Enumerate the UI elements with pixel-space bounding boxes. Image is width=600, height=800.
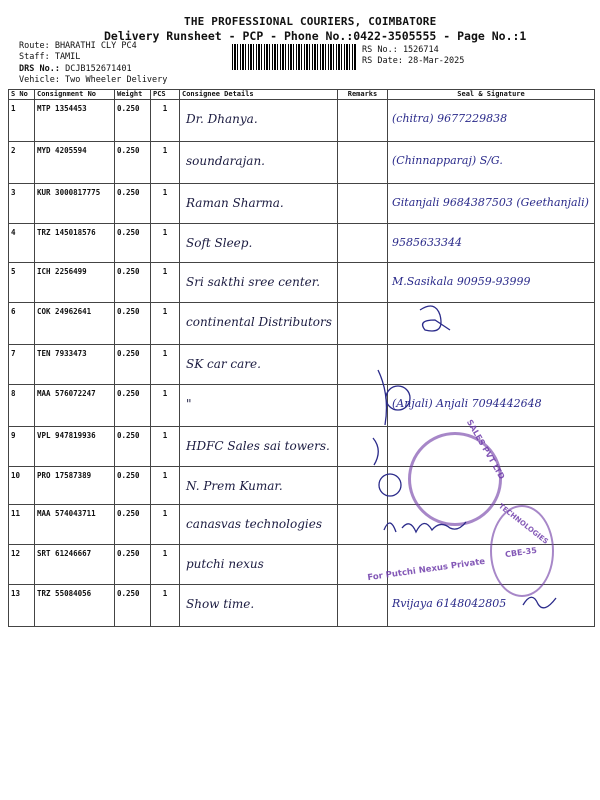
table-row bbox=[9, 345, 595, 385]
row-pcs: 1 bbox=[151, 224, 180, 263]
row-consignment: TEN 7933473 bbox=[35, 345, 115, 385]
table-row bbox=[9, 427, 595, 467]
consignee-handwriting: " bbox=[186, 397, 192, 411]
row-seal bbox=[388, 263, 595, 303]
row-consignee bbox=[180, 585, 338, 627]
consignee-handwriting: putchi nexus bbox=[186, 557, 264, 571]
consignee-handwriting: HDFC Sales sai towers. bbox=[186, 439, 330, 453]
row-weight: 0.250 bbox=[115, 100, 151, 142]
seal-handwriting: 9585633344 bbox=[392, 236, 462, 249]
consignee-handwriting: Sri sakthi sree center. bbox=[186, 275, 321, 289]
seal-handwriting: (Anjali) Anjali 7094442648 bbox=[392, 397, 542, 410]
row-weight: 0.250 bbox=[115, 545, 151, 585]
row-seal bbox=[388, 142, 595, 184]
row-pcs: 1 bbox=[151, 100, 180, 142]
table-row bbox=[9, 142, 595, 184]
row-consignment: COK 24962641 bbox=[35, 303, 115, 345]
row-pcs: 1 bbox=[151, 142, 180, 184]
row-remarks bbox=[338, 142, 388, 184]
row-remarks bbox=[338, 224, 388, 263]
row-consignment: ICH 2256499 bbox=[35, 263, 115, 303]
signature-row6 bbox=[415, 300, 455, 340]
row-consignment: VPL 947819936 bbox=[35, 427, 115, 467]
technologies-stamp-text: TECHNOLOGIES bbox=[496, 502, 550, 546]
row-consignee bbox=[180, 224, 338, 263]
consignee-handwriting: soundarajan. bbox=[186, 154, 265, 168]
row-consignment: MYD 4205594 bbox=[35, 142, 115, 184]
col-consignment: Consignment No bbox=[35, 90, 115, 100]
row-weight: 0.250 bbox=[115, 427, 151, 467]
seal-handwriting: Gitanjali 9684387503 (Geethanjali) bbox=[392, 196, 589, 209]
col-remarks: Remarks bbox=[338, 90, 388, 100]
signature-row8-circle bbox=[370, 365, 420, 435]
row-seal bbox=[388, 100, 595, 142]
table-row bbox=[9, 303, 595, 345]
signature-row10 bbox=[368, 430, 418, 510]
row-remarks bbox=[338, 585, 388, 627]
row-weight: 0.250 bbox=[115, 224, 151, 263]
row-consignment: KUR 3000817775 bbox=[35, 184, 115, 224]
row-weight: 0.250 bbox=[115, 385, 151, 427]
row-remarks bbox=[338, 100, 388, 142]
sales-stamp-text: SALES PVT LTD bbox=[464, 418, 507, 481]
row-consignee bbox=[180, 100, 338, 142]
signature-row11 bbox=[380, 510, 470, 545]
seal-handwriting: (Chinnapparaj) S/G. bbox=[392, 154, 503, 167]
row-consignee bbox=[180, 142, 338, 184]
row-consignment: PRO 17587389 bbox=[35, 467, 115, 505]
table-row bbox=[9, 224, 595, 263]
table-row bbox=[9, 385, 595, 427]
row-consignment: SRT 61246667 bbox=[35, 545, 115, 585]
consignee-handwriting: Dr. Dhanya. bbox=[186, 112, 258, 126]
row-weight: 0.250 bbox=[115, 345, 151, 385]
col-pcs: PCS bbox=[151, 90, 180, 100]
col-seal: Seal & Signature bbox=[388, 90, 595, 100]
row-pcs: 1 bbox=[151, 585, 180, 627]
barcode bbox=[232, 44, 356, 70]
row-sno: 11 bbox=[9, 505, 35, 545]
table-row bbox=[9, 184, 595, 224]
row-remarks bbox=[338, 303, 388, 345]
consignee-handwriting: canasvas technologies bbox=[186, 517, 322, 531]
row-sno: 1 bbox=[9, 100, 35, 142]
row-pcs: 1 bbox=[151, 427, 180, 467]
row-weight: 0.250 bbox=[115, 142, 151, 184]
row-seal bbox=[388, 224, 595, 263]
consignee-handwriting: Raman Sharma. bbox=[186, 196, 284, 210]
route: Route: BHARATHI CLY PC4 bbox=[19, 41, 137, 51]
row-consignee bbox=[180, 467, 338, 505]
row-sno: 6 bbox=[9, 303, 35, 345]
seal-handwriting: (chitra) 9677229838 bbox=[392, 112, 508, 125]
row-seal bbox=[388, 585, 595, 627]
row-sno: 13 bbox=[9, 585, 35, 627]
row-sno: 10 bbox=[9, 467, 35, 505]
row-consignee bbox=[180, 545, 338, 585]
row-consignee bbox=[180, 184, 338, 224]
row-weight: 0.250 bbox=[115, 263, 151, 303]
seal-handwriting: Rvijaya 6148042805 bbox=[392, 597, 507, 610]
row-sno: 9 bbox=[9, 427, 35, 467]
row-weight: 0.250 bbox=[115, 505, 151, 545]
col-consignee: Consignee Details bbox=[180, 90, 338, 100]
consignee-handwriting: Show time. bbox=[186, 597, 255, 611]
row-pcs: 1 bbox=[151, 545, 180, 585]
company-title: THE PROFESSIONAL COURIERS, COIMBATORE bbox=[184, 15, 437, 28]
putchi-stamp-sub: CBE-35 bbox=[504, 545, 538, 560]
row-pcs: 1 bbox=[151, 303, 180, 345]
drs-label: DRS No.: bbox=[19, 64, 60, 74]
row-pcs: 1 bbox=[151, 263, 180, 303]
consignee-handwriting: Soft Sleep. bbox=[186, 236, 253, 250]
drs-number bbox=[19, 64, 132, 74]
row-weight: 0.250 bbox=[115, 184, 151, 224]
col-sno: S No bbox=[9, 90, 35, 100]
row-consignment: TRZ 55084056 bbox=[35, 585, 115, 627]
row-pcs: 1 bbox=[151, 467, 180, 505]
row-weight: 0.250 bbox=[115, 467, 151, 505]
table-row bbox=[9, 100, 595, 142]
row-consignee bbox=[180, 385, 338, 427]
row-consignment: TRZ 145018576 bbox=[35, 224, 115, 263]
consignee-handwriting: SK car care. bbox=[186, 357, 261, 371]
row-consignment: MTP 1354453 bbox=[35, 100, 115, 142]
row-consignee bbox=[180, 303, 338, 345]
row-remarks bbox=[338, 263, 388, 303]
row-consignee bbox=[180, 345, 338, 385]
putchi-stamp: For Putchi Nexus Private bbox=[366, 556, 486, 584]
row-pcs: 1 bbox=[151, 345, 180, 385]
staff: Staff: TAMIL bbox=[19, 52, 81, 62]
col-weight: Weight bbox=[115, 90, 151, 100]
rs-number: RS No.: 1526714 bbox=[362, 45, 439, 55]
drs-value: DCJB152671401 bbox=[65, 64, 132, 74]
row-seal bbox=[388, 184, 595, 224]
row-sno: 5 bbox=[9, 263, 35, 303]
row-consignee bbox=[180, 263, 338, 303]
row-sno: 12 bbox=[9, 545, 35, 585]
row-consignment: MAA 574043711 bbox=[35, 505, 115, 545]
row-sno: 8 bbox=[9, 385, 35, 427]
row-consignee bbox=[180, 505, 338, 545]
table-row bbox=[9, 467, 595, 505]
row-pcs: 1 bbox=[151, 184, 180, 224]
table-header bbox=[9, 90, 595, 100]
vehicle: Vehicle: Two Wheeler Delivery bbox=[19, 75, 168, 85]
consignee-handwriting: N. Prem Kumar. bbox=[186, 479, 283, 493]
signature-row13 bbox=[520, 590, 560, 615]
row-consignment: MAA 576072247 bbox=[35, 385, 115, 427]
row-sno: 2 bbox=[9, 142, 35, 184]
row-pcs: 1 bbox=[151, 385, 180, 427]
table-row bbox=[9, 263, 595, 303]
rs-date: RS Date: 28-Mar-2025 bbox=[362, 56, 465, 66]
row-weight: 0.250 bbox=[115, 303, 151, 345]
row-consignee bbox=[180, 427, 338, 467]
consignee-handwriting: continental Distributors bbox=[186, 315, 332, 329]
row-sno: 7 bbox=[9, 345, 35, 385]
row-remarks bbox=[338, 184, 388, 224]
runsheet-subtitle: Delivery Runsheet - PCP - Phone No.:0422-3505555 - Page No.:1 bbox=[104, 29, 527, 43]
row-sno: 4 bbox=[9, 224, 35, 263]
row-pcs: 1 bbox=[151, 505, 180, 545]
row-weight: 0.250 bbox=[115, 585, 151, 627]
row-sno: 3 bbox=[9, 184, 35, 224]
seal-handwriting: M.Sasikala 90959-93999 bbox=[392, 275, 531, 288]
